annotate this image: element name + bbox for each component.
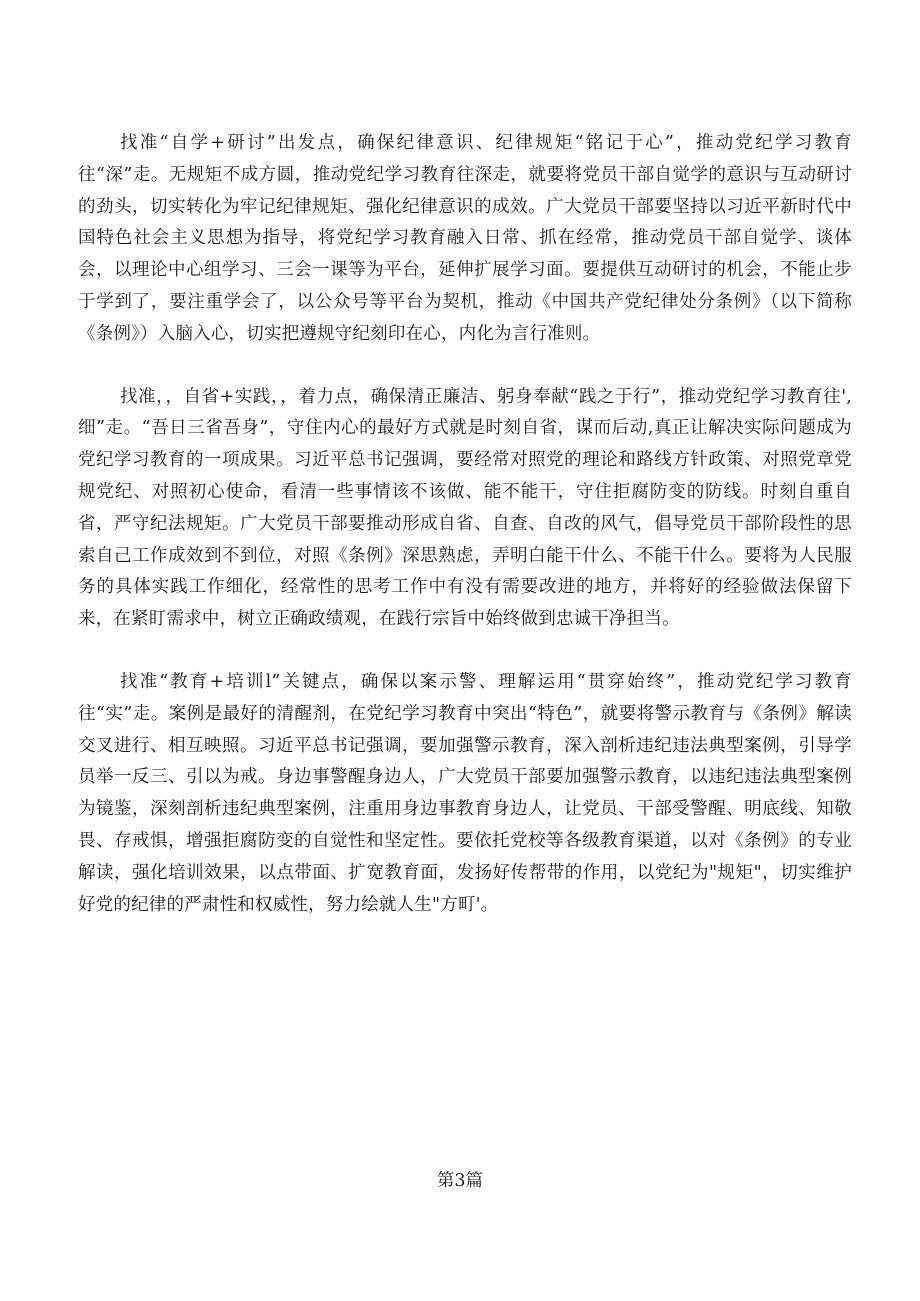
paragraph-1: 找准“自学+研讨”出发点，确保纪律意识、纪律规矩“铭记于心”，推动党纪学习教育往“深”走。无规矩不成方圆，推动党纪学习教育往深走，就要将党员干部自觉学的意识与互动研讨的劲头，切实转化为牢记纪律规矩、强化纪律意识的成效。广大党员干部要坚持以习近平新时代中国特色社会主义思想为指导，将党纪学习教育融入日常、抓在经常，推动党员干部自觉学、谈体会，以理论中心组学习、三会一课等为平台，延伸扩展学习面。要提供互动研讨的机会，不能止步于学到了，要注重学会了，以公众号等平台为契机，推动《中国共产党纪律处分条例》（以下简称《条例》）入脑入心，切实把遵规守纪刻印在心，内化为言行准则。 — [78, 133, 852, 344]
section-title: 第3篇 — [436, 1171, 484, 1191]
document-body — [78, 128, 852, 952]
paragraph-3: 找准“教育+培训l”关键点，确保以案示警、理解运用“贯穿始终”，推动党纪学习教育往“实”走。案例是最好的清醒剂，在党纪学习教育中突出“特色”，就要将警示教育与《条例》解读交叉进行、相互映照。习近平总书记强调，要加强警示教育，深入剖析违纪违法典型案例，引导学员举一反三、引以为戒。身边事警醒身边人，广大党员干部要加强警示教育，以违纪违法典型案例为镜鉴，深刻剖析违纪典型案例，注重用身边事教育身边人，让党员、干部受警醒、明底线、知敬畏、存戒惧，增强拒腐防变的自觉性和坚定性。要依托党校等各级教育渠道，以对《条例》的专业解读，强化培训效果，以点带面、扩宽教育面，发扬好传帮带的作用，以党纪为"规矩"，切实维护好党的纪律的严肃性和权威性，努力绘就人生"方町'。 — [78, 671, 852, 915]
paragraph-2: 找准，，自省+实践，，着力点，确保清正廉洁、躬身奉献“践之于行”，推动党纪学习教育往',细”走。“吾日三省吾身”，守住内心的最好方式就是时刻自省，谋而后动,真正让解决实际问题成为党纪学习教育的一项成果。习近平总书记强调，要经常对照党的理论和路线方针政策、对照党章党规党纪、对照初心使命，看清一些事情该不该做、能不能干，守住拒腐防变的防线。时刻自重自省，严守纪法规矩。广大党员干部要推动形成自省、自查、自改的风气，倡导党员干部阶段性的思索自己工作成效到不到位，对照《条例》深思熟虑，弄明白能干什么、不能干什么。要将为人民服务的具体实践工作细化，经常性的思考工作中有没有需要改进的地方，并将好的经验做法保留下来，在紧盯需求中，树立正确政绩观，在践行宗旨中始终做到忠诚干净担当。 — [78, 386, 852, 630]
